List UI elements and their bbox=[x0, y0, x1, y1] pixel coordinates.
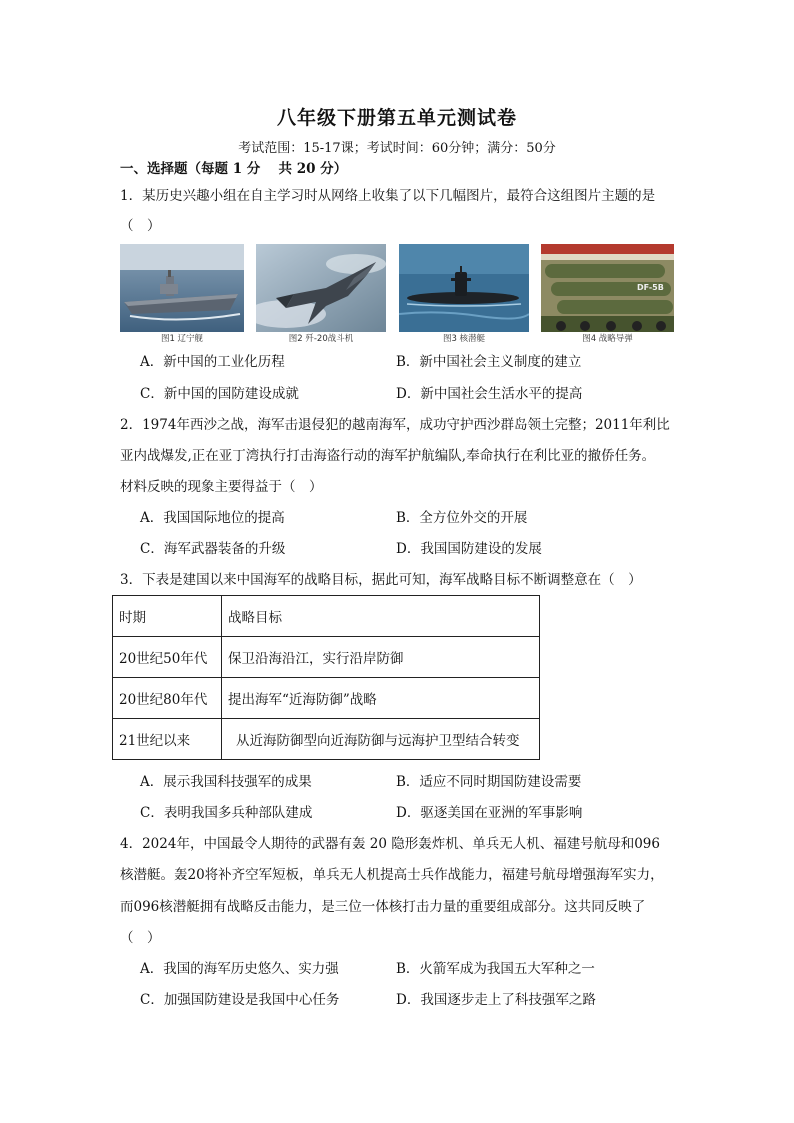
q3-option-c: C．表明我国多兵种部队建成 bbox=[140, 805, 313, 821]
question-1-blank: （ ） bbox=[120, 218, 161, 234]
missile-image bbox=[541, 244, 674, 332]
question-4-text-line3: 而096核潜艇拥有战略反击能力，是三位一体核打击力量的重要组成部分。这共同反映了 bbox=[120, 899, 646, 915]
image-caption-4: 图4 战略导弹 bbox=[582, 334, 633, 344]
q2-option-a: A．我国国际地位的提高 bbox=[140, 510, 285, 526]
q1-option-c: C．新中国的国防建设成就 bbox=[140, 386, 299, 402]
q4-option-b: B．火箭军成为我国五大军种之一 bbox=[396, 961, 595, 977]
table-header-period: 时期 bbox=[113, 596, 222, 637]
submarine-image bbox=[399, 244, 529, 332]
q3-option-b: B．适应不同时期国防建设需要 bbox=[396, 774, 582, 790]
aircraft-carrier-image bbox=[120, 244, 244, 332]
question-1-text: 1．某历史兴趣小组在自主学习时从网络上收集了以下几幅图片，最符合这组图片主题的是 bbox=[120, 188, 656, 204]
missile-marking: DF-5B bbox=[637, 283, 664, 292]
table-row bbox=[113, 637, 540, 678]
q4-option-a: A．我国的海军历史悠久、实力强 bbox=[140, 961, 339, 977]
question-2-text-line3: 材料反映的现象主要得益于（ ） bbox=[120, 479, 323, 495]
table-row bbox=[113, 678, 540, 719]
table-cell-period: 20世纪80年代 bbox=[113, 678, 222, 719]
question-2-text-line2: 亚内战爆发,正在亚丁湾执行打击海盗行动的海军护航编队,奉命执行在利比亚的撤侨任务。 bbox=[120, 448, 656, 464]
q1-option-d: D．新中国社会生活水平的提高 bbox=[396, 386, 583, 402]
table-header-row bbox=[113, 596, 540, 637]
table-cell-goal: 提出海军“近海防御”战略 bbox=[222, 678, 540, 719]
q4-option-c: C．加强国防建设是我国中心任务 bbox=[140, 992, 340, 1008]
table-row bbox=[113, 719, 540, 760]
question-4-text-line1: 4．2024年，中国最令人期待的武器有轰 20 隐形轰炸机、单兵无人机、福建号航母和096 bbox=[120, 836, 660, 852]
table-cell-goal: 从近海防御型向近海防御与远海护卫型结合转变 bbox=[222, 719, 540, 760]
question-3-text: 3．下表是建国以来中国海军的战略目标，据此可知，海军战略目标不断调整意在（ ） bbox=[120, 572, 642, 588]
fighter-jet-image bbox=[256, 244, 386, 332]
question-2-text-line1: 2．1974年西沙之战，海军击退侵犯的越南海军，成功守护西沙群岛领土完整；2011年利比 bbox=[120, 417, 670, 433]
q4-option-d: D．我国逐步走上了科技强军之路 bbox=[396, 992, 596, 1008]
table-header-goal: 战略目标 bbox=[222, 596, 540, 637]
strategy-table bbox=[112, 595, 540, 760]
q3-option-d: D．驱逐美国在亚洲的军事影响 bbox=[396, 805, 583, 821]
section-heading: 一、选择题（每题 1 分 共 20 分） bbox=[120, 161, 348, 177]
q1-option-b: B．新中国社会主义制度的建立 bbox=[396, 354, 582, 370]
table-cell-period: 20世纪50年代 bbox=[113, 637, 222, 678]
q2-option-d: D．我国国防建设的发展 bbox=[396, 541, 542, 557]
q3-option-a: A．展示我国科技强军的成果 bbox=[140, 774, 312, 790]
table-cell-goal: 保卫沿海沿江，实行沿岸防御 bbox=[222, 637, 540, 678]
q2-option-b: B．全方位外交的开展 bbox=[396, 510, 528, 526]
q1-option-a: A．新中国的工业化历程 bbox=[140, 354, 285, 370]
image-caption-2: 图2 歼-20战斗机 bbox=[288, 334, 354, 344]
q2-option-c: C．海军武器装备的升级 bbox=[140, 541, 286, 557]
table-cell-period: 21世纪以来 bbox=[113, 719, 222, 760]
exam-info: 考试范围：15-17课；考试时间：60分钟；满分：50分 bbox=[238, 141, 556, 156]
image-caption-3: 图3 核潜艇 bbox=[442, 334, 486, 344]
page-title: 八年级下册第五单元测试卷 bbox=[276, 107, 517, 129]
image-caption-1: 图1 辽宁舰 bbox=[160, 334, 204, 344]
question-4-text-line2: 核潜艇。轰20将补齐空军短板，单兵无人机提高士兵作战能力，福建号航母增强海军实力， bbox=[120, 867, 664, 883]
question-4-blank: （ ） bbox=[120, 930, 161, 946]
